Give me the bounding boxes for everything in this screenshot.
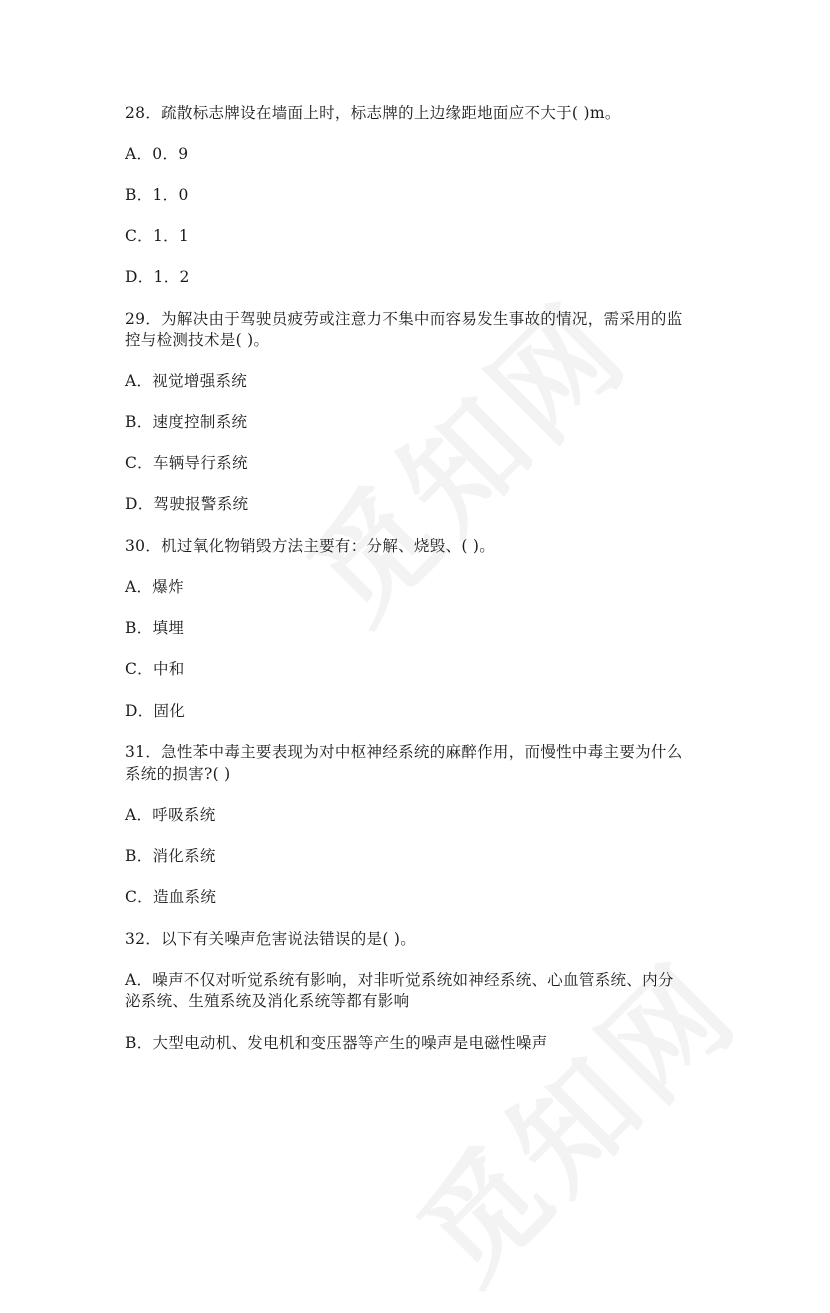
question-31-option-a: A．呼吸系统: [125, 806, 216, 824]
question-31-option-b: B．消化系统: [125, 847, 216, 865]
question-29-stem-line-2: 控与检测技术是( )。: [125, 331, 270, 349]
question-29-stem-line-1: 29．为解决由于驾驶员疲劳或注意力不集中而容易发生事故的情况，需采用的监: [125, 310, 683, 328]
question-30-option-d: D．固化: [125, 702, 186, 720]
question-30-option-b: B．填埋: [125, 619, 185, 637]
question-32-stem: 32．以下有关噪声危害说法错误的是( )。: [125, 930, 417, 948]
question-32-option-a-line-2: 泌系统、生殖系统及消化系统等都有影响: [125, 992, 410, 1010]
question-32-option-a-line-1: A．噪声不仅对听觉系统有影响，对非听觉系统如神经系统、心血管系统、内分: [125, 971, 674, 989]
question-28-option-b: B．1．0: [125, 186, 189, 204]
question-29-option-b: B．速度控制系统: [125, 413, 248, 431]
question-30-option-a: A．爆炸: [125, 578, 184, 596]
question-29-option-c: C．车辆导行系统: [125, 454, 248, 472]
question-30-stem: 30．机过氧化物销毁方法主要有：分解、烧毁、( )。: [125, 537, 496, 555]
question-28-option-a: A．0．9: [125, 145, 189, 163]
question-28-option-d: D．1．2: [125, 268, 190, 286]
question-29-option-d: D．驾驶报警系统: [125, 495, 249, 513]
question-31-option-c: C．造血系统: [125, 888, 217, 906]
question-29-option-a: A．视觉增强系统: [125, 372, 248, 390]
question-28-stem: 28．疏散标志牌设在墙面上时，标志牌的上边缘距地面应不大于( )m。: [125, 104, 621, 122]
question-32-option-b: B．大型电动机、发电机和变压器等产生的噪声是电磁性噪声: [125, 1034, 548, 1052]
question-28-option-c: C．1．1: [125, 227, 190, 245]
question-31-stem-line-1: 31．急性苯中毒主要表现为对中枢神经系统的麻醉作用，而慢性中毒主要为什么: [125, 743, 683, 761]
question-31-stem-line-2: 系统的损害?( ): [125, 765, 231, 783]
question-30-option-c: C．中和: [125, 660, 185, 678]
